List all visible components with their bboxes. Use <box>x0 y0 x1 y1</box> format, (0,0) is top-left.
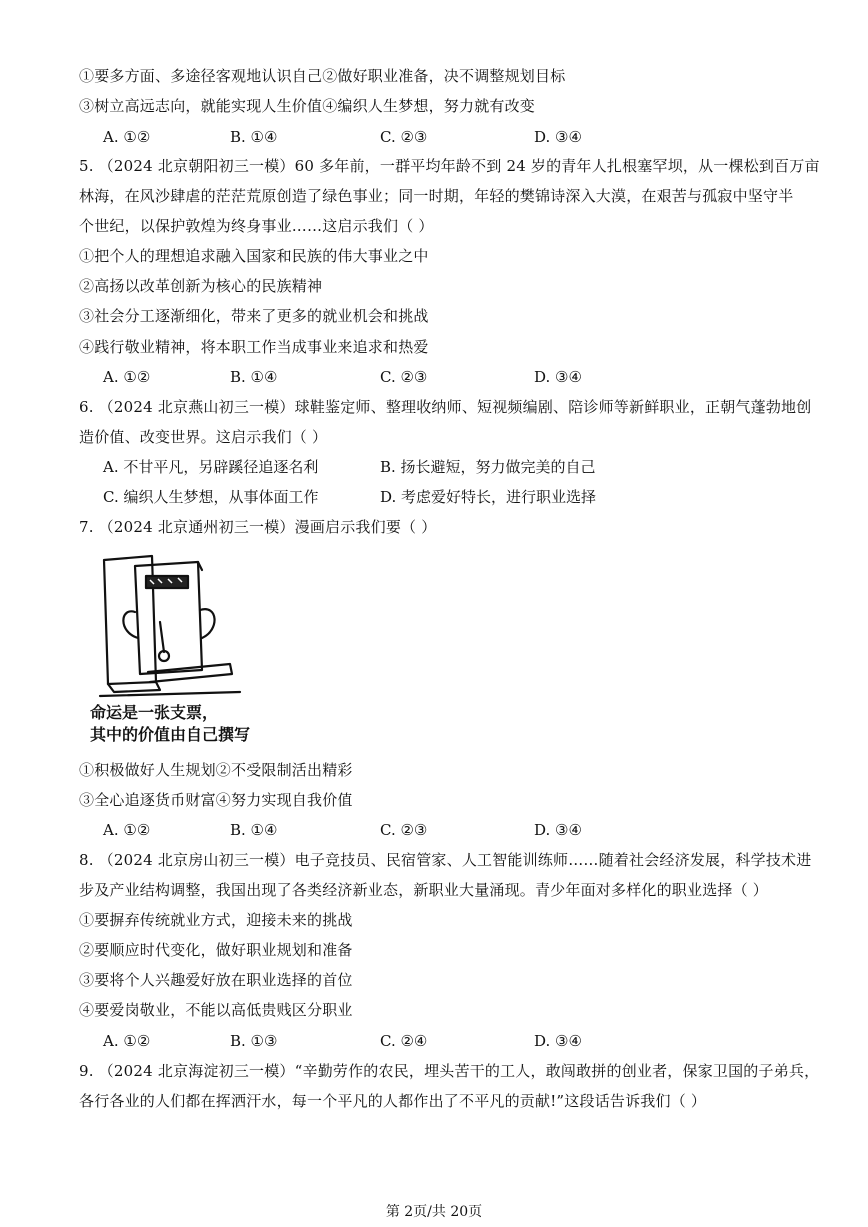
statement-line: ③社会分工逐渐细化，带来了更多的就业机会和挑战 <box>79 307 429 325</box>
option-b: B. ①④ <box>230 128 278 146</box>
option-a: A. ①② <box>103 821 151 839</box>
question-5-line: 5. （2024 北京朝阳初三一模）60 多年前，一群平均年龄不到 24 岁的青年人扎根塞罕坝，从一棵松到百万亩 <box>79 157 820 175</box>
option-d: D. ③④ <box>534 128 582 146</box>
statement-line: ④践行敬业精神，将本职工作当成事业来追求和热爱 <box>79 338 429 356</box>
statement-line: ③树立高远志向，就能实现人生价值④编织人生梦想，努力就有改变 <box>79 97 536 115</box>
question-7-line: 7. （2024 北京通州初三一模）漫画启示我们要（ ） <box>79 518 437 536</box>
statement-line: ②要顺应时代变化，做好职业规划和准备 <box>79 941 353 959</box>
option-a: A. 不甘平凡，另辟蹊径追逐名利 <box>103 458 319 476</box>
question-6-line: 6. （2024 北京燕山初三一模）球鞋鉴定师、整理收纳师、短视频编剧、陪诊师等新鲜职业，正朝气蓬勃地创 <box>79 398 812 416</box>
cartoon-image <box>90 552 250 702</box>
option-a: A. ①② <box>103 368 151 386</box>
option-c: C. ②③ <box>380 128 428 146</box>
question-9-line: 各行各业的人们都在挥洒汗水，每一个平凡的人都作出了不平凡的贡献!”这段话告诉我们（ ） <box>79 1092 707 1110</box>
question-8-line: 步及产业结构调整，我国出现了各类经济新业态，新职业大量涌现。青少年面对多样化的职业选择（ ） <box>79 881 768 899</box>
option-c: C. 编织人生梦想，从事体面工作 <box>103 488 319 506</box>
option-b: B. ①④ <box>230 821 278 839</box>
question-5-line: 林海，在风沙肆虐的茫茫荒原创造了绿色事业；同一时期，年轻的樊锦诗深入大漠，在艰苦与孤寂中坚守半 <box>79 187 794 205</box>
cartoon-caption: 命运是一张支票， <box>90 703 219 722</box>
option-c: C. ②④ <box>380 1032 428 1050</box>
question-8-line: 8. （2024 北京房山初三一模）电子竞技员、民宿管家、人工智能训练师……随着社会经济发展，科学技术进 <box>79 851 812 869</box>
statement-line: ②高扬以改革创新为核心的民族精神 <box>79 277 323 295</box>
statement-line: ①积极做好人生规划②不受限制活出精彩 <box>79 761 353 779</box>
question-9-line: 9. （2024 北京海淀初三一模）“辛勤劳作的农民，埋头苦干的工人，敢闯敢拼的创业者，保家卫国的子弟兵， <box>79 1062 820 1080</box>
statement-line: ③要将个人兴趣爱好放在职业选择的首位 <box>79 971 353 989</box>
option-b: B. ①③ <box>230 1032 278 1050</box>
option-c: C. ②③ <box>380 821 428 839</box>
cartoon-caption: 其中的价值由自己撰写 <box>90 725 251 744</box>
option-c: C. ②③ <box>380 368 428 386</box>
question-6-line: 造价值、改变世界。这启示我们（ ） <box>79 428 328 446</box>
statement-line: ③全心追逐货币财富④努力实现自我价值 <box>79 791 353 809</box>
statement-line: ①要摒弃传统就业方式，迎接未来的挑战 <box>79 911 353 929</box>
statement-line: ④要爱岗敬业，不能以高低贵贱区分职业 <box>79 1001 353 1019</box>
page-number: 第 2页/共 20页 <box>385 1204 483 1220</box>
option-d: D. ③④ <box>534 821 582 839</box>
option-d: D. ③④ <box>534 1032 582 1050</box>
option-b: B. ①④ <box>230 368 278 386</box>
statement-line: ①把个人的理想追求融入国家和民族的伟大事业之中 <box>79 247 429 265</box>
option-d: D. ③④ <box>534 368 582 386</box>
option-a: A. ①② <box>103 1032 151 1050</box>
question-5-line: 个世纪，以保护敦煌为终身事业……这启示我们（ ） <box>79 217 434 235</box>
statement-line: ①要多方面、多途径客观地认识自己②做好职业准备，决不调整规划目标 <box>79 67 566 85</box>
option-b: B. 扬长避短，努力做完美的自己 <box>380 458 596 476</box>
option-d: D. 考虑爱好特长，进行职业选择 <box>380 488 597 506</box>
option-a: A. ①② <box>103 128 151 146</box>
